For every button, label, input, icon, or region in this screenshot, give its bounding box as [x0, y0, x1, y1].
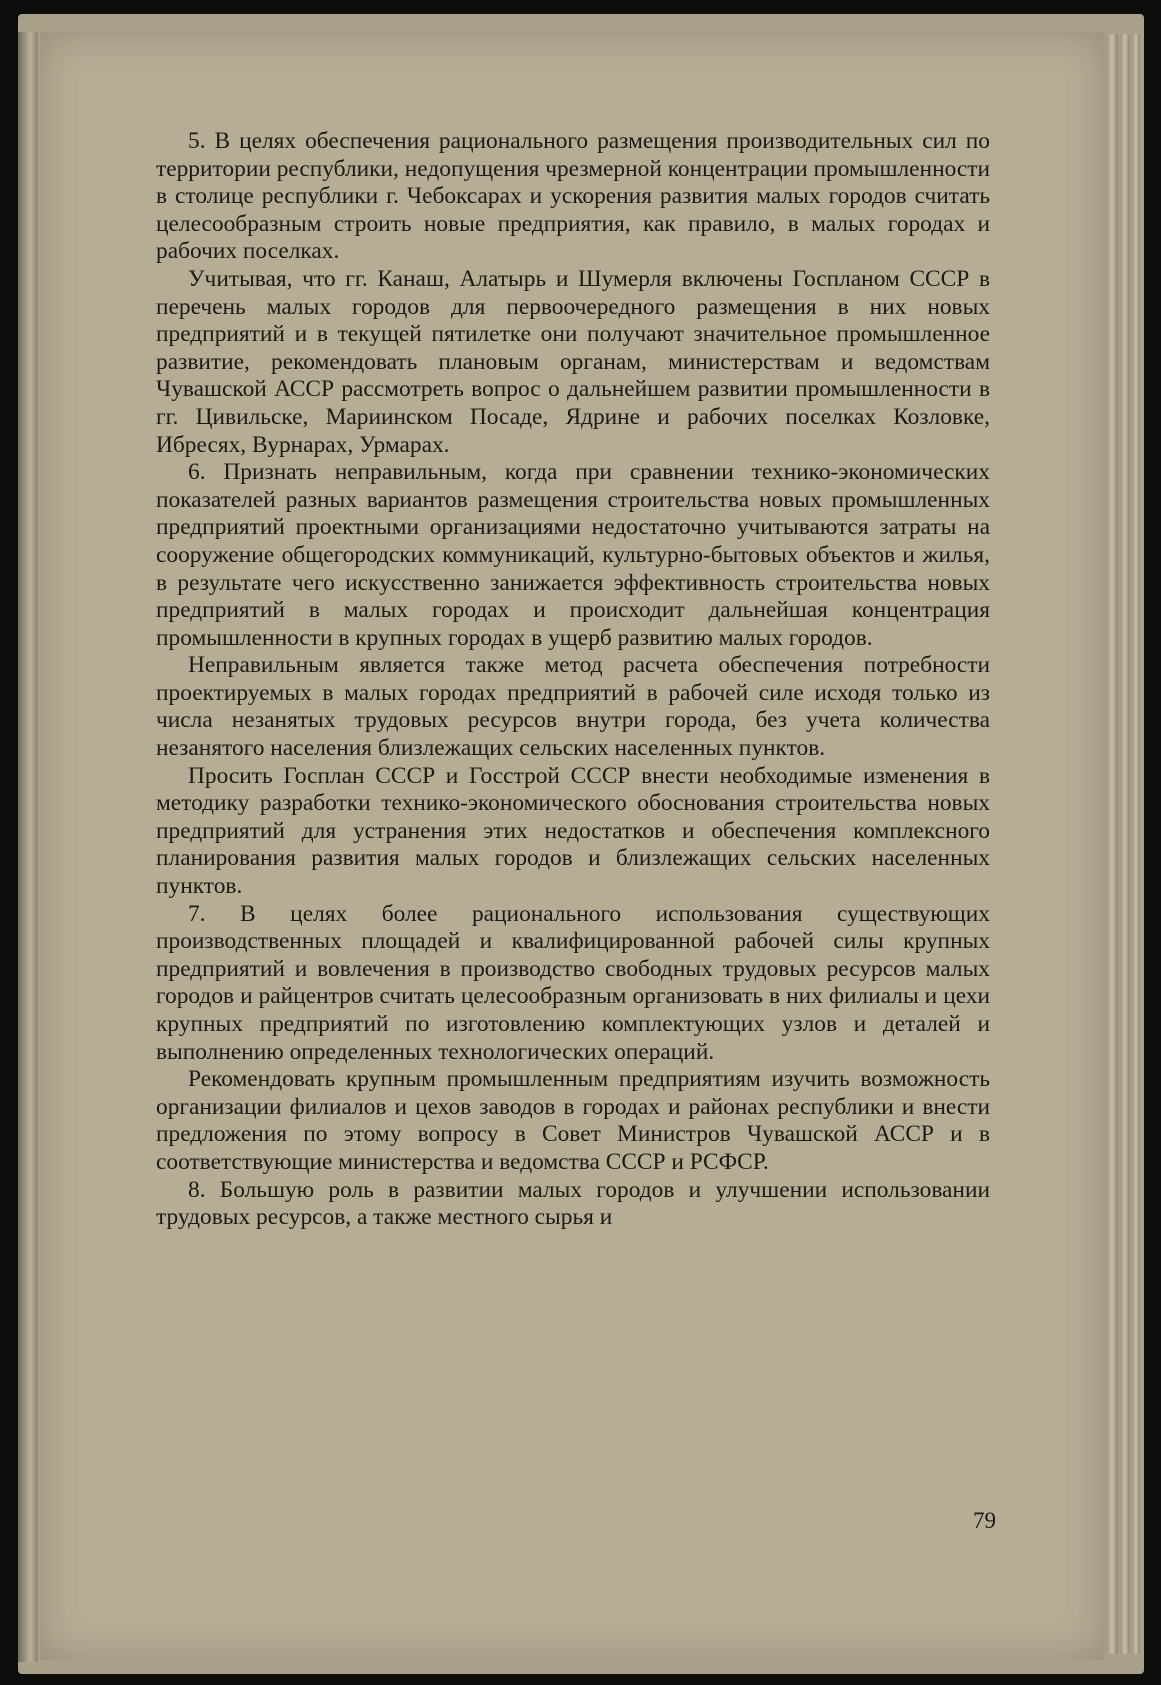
right-page-edge: [1132, 34, 1140, 1654]
paragraph: 8. Большую роль в развитии малых городов и улучшении использовании трудовых ресурсов, а также местного сырья и: [156, 1176, 990, 1231]
body-text: [156, 128, 990, 1232]
paragraph: Учитывая, что гг. Канаш, Алатырь и Шумерля включены Госпланом СССР в перечень малых городов для первоочередного размещения в них новых предприятий и в текущей пятилетке они получают значительное промышленное развитие, рекомендовать плановым органам, министерствам и ведомствам Чувашской АССР рассмотреть вопрос о дальнейшем развитии промышленности в гг. Цивильске, Мариинском Посаде, Ядрине и рабочих поселках Козловке, Ибресях, Вурнарах, Урмарах.: [156, 265, 990, 458]
paragraph: Неправильным является также метод расчета обеспечения потребности проектируемых в малых городах предприятий в рабочей силе исходя только из числа незанятых трудовых ресурсов внутри города, без учета количества незанятого населения близлежащих сельских населенных пунктов.: [156, 652, 990, 762]
paragraph: Рекомендовать крупным промышленным предприятиям изучить возможность организации филиалов и цехов заводов в городах и районах республики и внести предложения по этому вопросу в Совет Министров Чувашской АССР и в соответствующие министерства и ведомства СССР и РСФСР.: [156, 1066, 990, 1175]
paragraph: Просить Госплан СССР и Госстрой СССР внести необходимые изменения в методику разработки технико-экономического обоснования строительства новых предприятий для устранения этих недостатков и обеспечения комплексного планирования развития малых городов и близлежащих сельских населенных пунктов.: [156, 762, 990, 900]
left-page-edge: [18, 32, 38, 1662]
page-number: 79: [973, 1508, 996, 1533]
paragraph: 7. В целях более рационального использования существующих производственных площадей и квалифицированной рабочей силы крупных предприятий и вовлечения в производство свободных трудовых ресурсов малых городов и райцентров считать целесообразным организовать в них филиалы и цехи крупных предприятий по изготовлению комплектующих узлов и деталей и выполнению определенных технологических операций.: [156, 900, 990, 1065]
right-page-edge: [1106, 34, 1118, 1654]
right-page-edge: [1120, 34, 1130, 1654]
paragraph: 6. Признать неправильным, когда при сравнении технико-экономических показателей разных вариантов размещения строительства новых промышленных предприятий проектными организациями недостаточно учитываются затраты на сооружение общегородских коммуникаций, культурно-бытовых объектов и жилья, в результате чего искусственно занижается эффективность строительства новых предприятий в малых городах и происходит дальнейшая концентрация промышленности в крупных городах в ущерб развитию малых городов.: [156, 459, 990, 651]
paragraph: 5. В целях обеспечения рационального размещения производительных сил по территории республики, недопущения чрезмерной концентрации промышленности в столице республики г. Чебоксарах и ускорения развития малых городов считать целесообразным строить новые предприятия, как правило, в малых городах и рабочих поселках.: [156, 128, 990, 265]
